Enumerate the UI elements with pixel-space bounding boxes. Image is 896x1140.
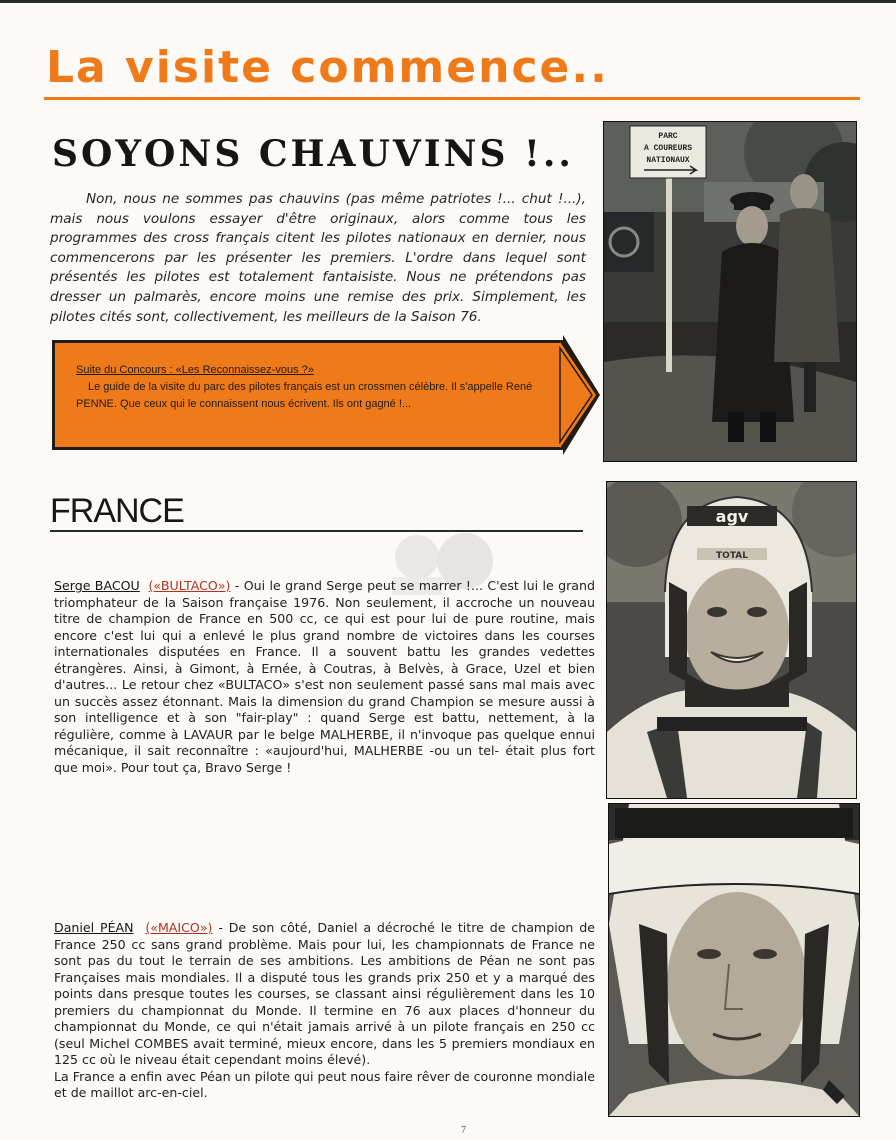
helmet-band-text: TOTAL: [716, 551, 748, 561]
rider-paragraph-pean: [54, 920, 595, 1102]
page-number: 7: [461, 1125, 466, 1136]
sign-line-2: A COUREURS: [643, 144, 693, 153]
photo-serge-bacou: [606, 481, 857, 799]
sign-line-3: NATIONAUX: [646, 156, 690, 165]
intro-paragraph: Non, nous ne sommes pas chauvins (pas même patriotes !... chut !...), mais nous voulons essayer d'être originaux, alors comme tous les programmes des cross français citent les pilotes nationaux en dernier, nous commencerons par les présenter les premiers. L'ordre dans lequel sont présentés les pilotes est totalement fantaisiste. Nous ne prétendons pas dresser un palmarès, encore moins une remise des prix. Simplement, les pilotes cités sont, collectivement, les meilleurs de la Saison 76.: [50, 191, 586, 325]
contest-arrow-box: [51, 334, 601, 456]
rider-name: Daniel PÉAN: [54, 920, 134, 935]
article-subheading: SOYONS CHAUVINS !..: [52, 133, 574, 175]
contest-title: Suite du Concours : «Les Reconnaissez-vous ?»: [76, 364, 314, 376]
photo-daniel-pean: [608, 803, 860, 1117]
top-border-line: [0, 0, 896, 3]
rider-text-closing: La France a enfin avec Péan un pilote qui peut nous faire rêver de couronne mondiale et de maillot arc-en-ciel.: [54, 1068, 595, 1100]
page-headline: La visite commence..: [46, 42, 609, 93]
section-title-france: FRANCE: [50, 492, 184, 530]
contest-text: [76, 362, 544, 413]
rider-text: - Oui le grand Serge peut se marrer !... C'est lui le grand triomphateur de la Saison française 1976. Non seulement, il accroche un nouveau titre de champion de France en 500 cc, ce qui est pour lui de pure routine, mais encore c'est lui qui a enlevé le plus grand nombre de victoires dans les courses internationales disputées en France. Il a souvent battu les grandes vedettes étrangères. Ainsi, à Gimont, à Ernée, à Coutras, à Belvès, à Grace, Uzel et bien d'autres... Le retour chez «BULTACO» s'est non seulement passé sans mal mais avec un succès assez étonnant. Mais la dimension du grand Champion se mesure aussi à son intelligence et à son "fair-play" : quand Serge est battu, nettement, à la régulière, comme à LAVAUR par le belge MALHERBE, il n'invoque pas quelque ennui mécanique, il sait reconnaître : «aujourd'hui, MALHERBE -ou un tel- était plus fort que moi». Pour tout ça, Bravo Serge !: [54, 578, 595, 775]
rider-paragraph-bacou: [54, 578, 595, 776]
photo-paddock-guide: [603, 121, 857, 462]
helmet-brand-text: agv: [715, 507, 749, 526]
sign-line-1: PARC: [658, 132, 678, 141]
rider-text: - De son côté, Daniel a décroché le titre de champion de France 250 cc sans grand problème. Mais pour lui, les championnats de France ne sont pas du tout le terrain de ses ambitions. Les ambitions de Péan ne sont pas Françaises mais mondiales. Il a disputé tous les grands prix 250 et y a marqué des points dans presque toutes les courses, se classant ainsi régulièrement dans les 10 premiers du championnat du Monde. Il termine en 76 aux places d'honneur du championnat du Monde, ce qui n'était jamais arrivé à un pilote français en 250 cc (seul Michel COMBES avait terminé, mieux encore, dans les 5 premiers mondiaux en 125 cc où le niveau était cependant moins élevé).: [54, 920, 595, 1067]
rider-team: («MAICO»): [145, 920, 213, 935]
rider-name: Serge BACOU: [54, 578, 140, 593]
contest-body: Le guide de la visite du parc des pilotes français est un crossmen célèbre. Il s'appelle René PENNE. Que ceux qui le connaissent nous écrivent. Ils ont gagné !...: [76, 381, 533, 410]
headline-underline: [44, 97, 860, 100]
rider-team: («BULTACO»): [148, 578, 231, 593]
